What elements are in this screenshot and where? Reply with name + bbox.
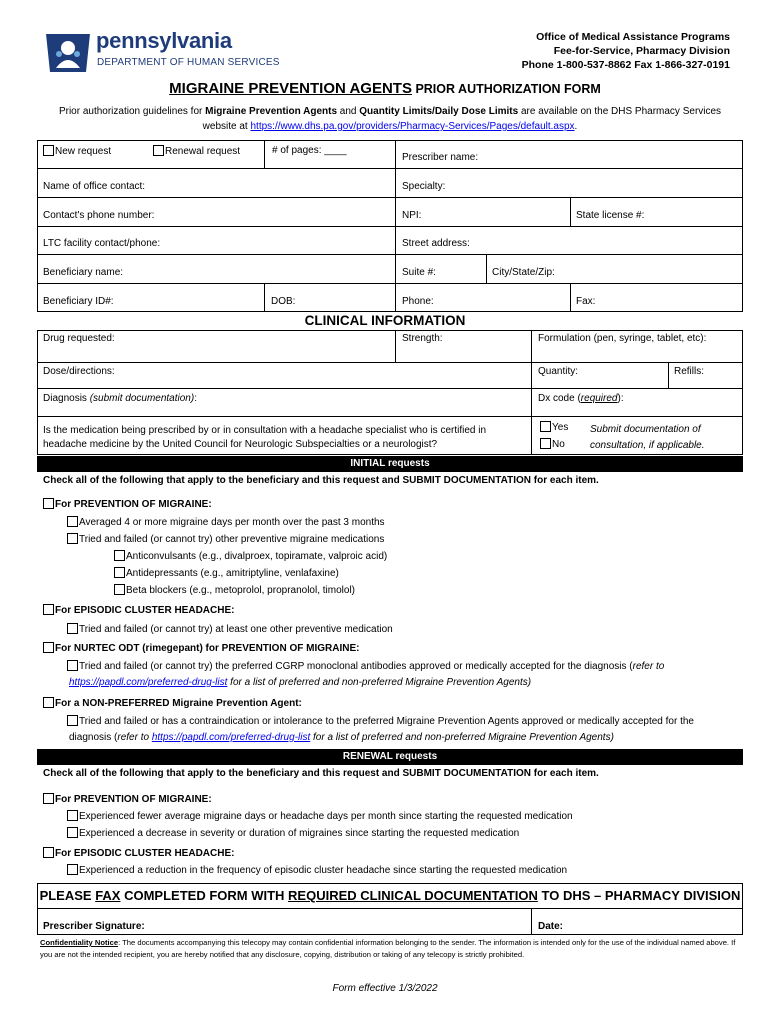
formulation-field[interactable]: Formulation (pen, syringe, tablet, etc): (538, 333, 707, 344)
renewal-cluster-item-1[interactable] (67, 864, 567, 876)
grid-divider (531, 330, 532, 455)
banner-text: REQUIRED CLINICAL DOCUMENTATION (288, 888, 538, 903)
papdl-preferred-drug-list-link[interactable]: https://papdl.com/preferred-drug-list (69, 677, 228, 688)
renewal-request-label: Renewal request (165, 146, 241, 157)
submit-documentation-note (590, 422, 705, 454)
antidepressants-option[interactable] (114, 567, 339, 579)
form-title-sub: PRIOR AUTHORIZATION FORM (411, 82, 601, 96)
item-label: Tried and failed or has a contraindication or intolerance to the preferred Migraine Prevention Agents approved or medically accepted for the (79, 716, 694, 727)
item-label: Tried and failed (or cannot try) the preferred CGRP monoclonal antibodies approved or medically accepted for the diagnosis ( (79, 661, 633, 672)
grid-divider (264, 140, 265, 168)
initial-cluster-checkbox[interactable] (43, 604, 54, 615)
form-title (0, 80, 770, 97)
submit-note-line: Submit documentation of (590, 424, 701, 435)
item-label: Tried and failed (or cannot try) at least one other preventive medication (79, 624, 393, 635)
grid-divider (37, 388, 743, 389)
specialty-field[interactable]: Specialty: (402, 181, 446, 192)
clinical-information-heading: CLINICAL INFORMATION (304, 313, 466, 328)
item-label: Averaged 4 or more migraine days per month over the past 3 months (79, 517, 385, 528)
intro-part: Prior authorization guidelines for (58, 106, 206, 117)
papdl-preferred-drug-list-link[interactable]: https://papdl.com/preferred-drug-list (151, 732, 311, 743)
renewal-request-checkbox[interactable] (153, 145, 164, 156)
office-line-3: Phone 1-800-537-8862 Fax 1-866-327-0191 (521, 59, 730, 71)
beta-blockers-option[interactable] (114, 584, 355, 596)
dhs-pharmacy-link[interactable]: https://www.dhs.pa.gov/providers/Pharmacy-Services/Pages/default.aspx (250, 121, 575, 132)
renewal-prevention-item-1[interactable] (67, 810, 573, 822)
item-label: Antidepressants (e.g., amitriptyline, venlafaxine) (126, 568, 339, 579)
checkbox[interactable] (114, 550, 125, 561)
banner-text: TO DHS – PHARMACY DIVISION (537, 888, 741, 903)
new-request-label: New request (55, 146, 112, 157)
logo-wordmark: pennsylvania (96, 28, 232, 53)
nurtec-item-1-cont (69, 677, 531, 688)
office-line-1: Office of Medical Assistance Programs (536, 31, 730, 43)
checkbox[interactable] (67, 810, 78, 821)
form-title-main: MIGRAINE PREVENTION AGENTS (169, 80, 412, 97)
pennsylvania-logo (42, 28, 282, 74)
grid-divider (264, 283, 265, 312)
initial-cluster-heading: For EPISODIC CLUSTER HEADACHE: (55, 605, 235, 616)
specialist-question (43, 424, 486, 452)
checkbox[interactable] (114, 584, 125, 595)
strength-field[interactable]: Strength: (402, 333, 443, 344)
grid-divider (37, 362, 743, 363)
suite-field[interactable]: Suite #: (402, 267, 436, 278)
renewal-prevention-option[interactable] (43, 793, 212, 805)
item-label: Experienced a decrease in severity or duration of migraines since starting the requested medication (79, 828, 520, 839)
initial-cluster-item-1[interactable] (67, 623, 393, 635)
renewal-request-option[interactable] (153, 145, 240, 157)
grid-divider (531, 909, 532, 935)
confidentiality-text: : The documents accompanying this telecopy may contain confidential information belonging to the sender. The information is intended only for the use of the individual named above. If you are not the intended recipient, you are hereby notified that any disclosure, copying, distribution or taking of any telecopy is strictly prohibited. (40, 938, 736, 959)
renewal-cluster-option[interactable] (43, 847, 234, 859)
diagnosis-label: : (194, 393, 197, 404)
item-label: Experienced a reduction in the frequency of episodic cluster headache since starting the requested medication (79, 865, 568, 876)
npi-field[interactable]: NPI: (402, 210, 422, 221)
checkbox[interactable] (67, 516, 78, 527)
submit-note-line: consultation, if applicable. (590, 440, 705, 451)
office-info (522, 30, 730, 72)
fax-instruction-banner (37, 883, 743, 909)
checkbox[interactable] (67, 827, 78, 838)
nurtec-option[interactable] (43, 642, 359, 654)
nonpreferred-item-1[interactable] (67, 715, 694, 727)
grid-divider (570, 197, 571, 226)
intro-bold: Quantity Limits/Daily Dose Limits (359, 106, 519, 117)
no-label: No (552, 439, 565, 450)
nurtec-checkbox[interactable] (43, 642, 54, 653)
dose-directions-field[interactable]: Dose/directions: (43, 366, 115, 377)
renewal-cluster-heading: For EPISODIC CLUSTER HEADACHE: (55, 848, 235, 859)
grid-divider (395, 140, 396, 312)
renewal-instruction: Check all of the following that apply to the beneficiary and this request and SUBMIT DOCUMENTATION for each item. (43, 768, 599, 779)
date-field[interactable]: Date: (538, 921, 564, 932)
item-label: Anticonvulsants (e.g., divalproex, topiramate, valproic acid) (126, 551, 388, 562)
item-label: Tried and failed (or cannot try) other preventive migraine medications (79, 534, 385, 545)
intro-part: . (574, 121, 578, 132)
beneficiary-name-field[interactable]: Beneficiary name: (43, 267, 124, 278)
renewal-prevention-heading: For PREVENTION OF MIGRAINE: (55, 794, 212, 805)
checkbox[interactable] (67, 533, 78, 544)
initial-instruction: Check all of the following that apply to the beneficiary and this request and SUBMIT DOCUMENTATION for each item. (43, 475, 599, 486)
fax-field[interactable]: Fax: (576, 296, 596, 307)
keystone-logo-icon (42, 28, 94, 74)
dx-code-field[interactable] (538, 393, 624, 404)
intro-text (40, 104, 740, 134)
grid-divider (37, 283, 743, 284)
office-contact-field[interactable]: Name of office contact: (43, 181, 146, 192)
grid-divider (37, 416, 743, 417)
logo-department: DEPARTMENT OF HUMAN SERVICES (97, 57, 280, 68)
quantity-field[interactable]: Quantity: (538, 366, 579, 377)
checkbox[interactable] (67, 623, 78, 634)
yes-checkbox[interactable] (540, 421, 551, 432)
specialist-yes-option[interactable] (540, 421, 568, 433)
dx-code-label: ): (617, 393, 624, 404)
renewal-prevention-checkbox[interactable] (43, 793, 54, 804)
specialist-question-line: headache medicine by the United Council for Neurologic Subspecialties or a neurologist? (43, 439, 438, 450)
checkbox[interactable] (67, 864, 78, 875)
initial-prevention-option[interactable] (43, 498, 212, 510)
new-request-option[interactable] (43, 145, 111, 157)
initial-prevention-heading: For PREVENTION OF MIGRAINE: (55, 499, 212, 510)
form-effective-date: Form effective 1/3/2022 (332, 983, 438, 994)
banner-text: COMPLETED FORM WITH (120, 888, 289, 903)
nonpreferred-item-1-cont (69, 732, 614, 743)
drug-requested-field[interactable]: Drug requested: (43, 333, 115, 344)
specialist-no-option[interactable] (540, 438, 565, 450)
yes-label: Yes (552, 422, 569, 433)
grid-divider (37, 197, 743, 198)
renewal-cluster-checkbox[interactable] (43, 847, 54, 858)
nurtec-item-1[interactable] (67, 660, 664, 672)
initial-cluster-option[interactable] (43, 604, 234, 616)
nonpreferred-heading: For a NON-PREFERRED Migraine Prevention Agent: (55, 698, 302, 709)
grid-divider (37, 226, 743, 227)
renewal-requests-bar: RENEWAL requests (37, 749, 743, 765)
specialist-question-line: Is the medication being prescribed by or in consultation with a headache specialist who is certified in (43, 425, 487, 436)
item-label: for a list of preferred and non-preferred Migraine Prevention Agents) (227, 677, 532, 688)
diagnosis-note: (submit documentation) (89, 393, 195, 404)
office-line-2: Fee-for-Service, Pharmacy Division (553, 45, 730, 57)
refills-field[interactable]: Refills: (674, 366, 705, 377)
grid-divider (570, 283, 571, 312)
grid-divider (37, 168, 743, 169)
diagnosis-label: Diagnosis (43, 393, 90, 404)
checkbox[interactable] (67, 715, 78, 726)
grid-divider (395, 330, 396, 362)
item-label: for a list of preferred and non-preferred Migraine Prevention Agents) (310, 732, 614, 743)
grid-divider (668, 362, 669, 388)
banner-text: PLEASE (39, 888, 96, 903)
confidentiality-label: Confidentiality Notice (40, 938, 119, 947)
diagnosis-field[interactable] (43, 393, 197, 404)
initial-requests-bar: INITIAL requests (37, 456, 743, 472)
item-label: diagnosis ( (69, 732, 118, 743)
street-address-field[interactable]: Street address: (402, 238, 470, 249)
banner-text: FAX (95, 888, 121, 903)
checkbox[interactable] (67, 660, 78, 671)
item-label: Beta blockers (e.g., metoprolol, propranolol, timolol) (126, 585, 355, 596)
nurtec-heading: For NURTEC ODT (rimegepant) for PREVENTION OF MIGRAINE: (55, 643, 360, 654)
new-request-checkbox[interactable] (43, 145, 54, 156)
dx-required-note: required (580, 393, 618, 404)
beneficiary-id-field[interactable]: Beneficiary ID#: (43, 296, 114, 307)
initial-prevention-item-1[interactable] (67, 516, 385, 528)
intro-part: and (337, 106, 360, 117)
prescriber-name-field[interactable]: Prescriber name: (402, 152, 479, 163)
dx-code-label: Dx code ( (538, 393, 581, 404)
initial-prevention-item-2[interactable] (67, 533, 384, 545)
phone-field[interactable]: Phone: (402, 296, 434, 307)
grid-divider (486, 254, 487, 283)
prescriber-signature-field[interactable]: Prescriber Signature: (43, 921, 145, 932)
nonpreferred-option[interactable] (43, 697, 302, 709)
initial-prevention-checkbox[interactable] (43, 498, 54, 509)
anticonvulsants-option[interactable] (114, 550, 387, 562)
item-label: refer to (117, 732, 152, 743)
grid-divider (37, 254, 743, 255)
item-label: refer to (632, 661, 665, 672)
intro-part: are available on the DHS Pharmacy Services (518, 106, 722, 117)
no-checkbox[interactable] (540, 438, 551, 449)
state-license-field[interactable]: State license #: (576, 210, 645, 221)
confidentiality-notice (40, 937, 740, 961)
item-label: Experienced fewer average migraine days or headache days per month since starting the requested medication (79, 811, 573, 822)
pages-field[interactable]: # of pages: ____ (272, 145, 347, 156)
city-state-zip-field[interactable]: City/State/Zip: (492, 267, 555, 278)
ltc-contact-field[interactable]: LTC facility contact/phone: (43, 238, 161, 249)
intro-bold: Migraine Prevention Agents (205, 106, 338, 117)
nonpreferred-checkbox[interactable] (43, 697, 54, 708)
checkbox[interactable] (114, 567, 125, 578)
intro-part: website at (202, 121, 251, 132)
dob-field[interactable]: DOB: (271, 296, 296, 307)
contact-phone-field[interactable]: Contact's phone number: (43, 210, 155, 221)
renewal-prevention-item-2[interactable] (67, 827, 519, 839)
